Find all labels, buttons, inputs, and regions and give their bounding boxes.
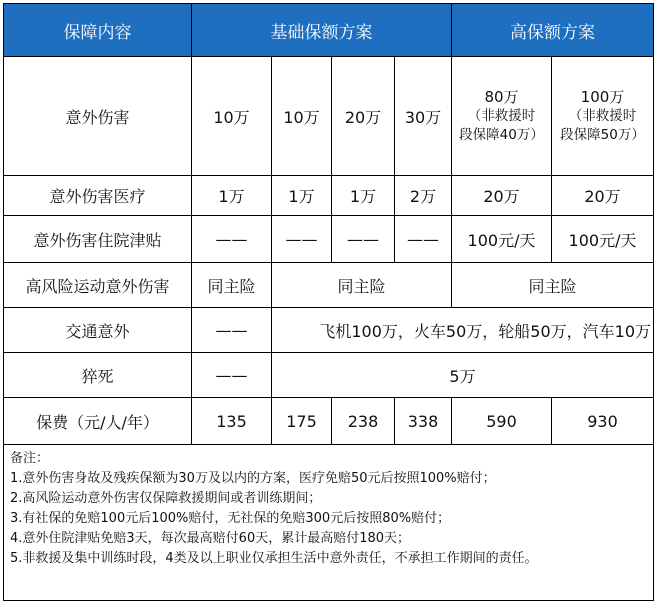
cell-line: 80万 [484, 87, 519, 106]
note-item: 3.有社保的免赔100元后100%赔付，无社保的免赔300元后按照80%赔付； [10, 511, 451, 526]
row-label: 保费（元/人/年） [4, 398, 192, 445]
cell-value: —— [272, 216, 332, 263]
cell-line: 段保障50万） [560, 126, 645, 143]
note-item: 1.意外伤害身故及残疾保额为30万及以内的方案，医疗免赔50元后按照100%赔付； [10, 471, 496, 486]
cell-value: 10万 [272, 57, 332, 176]
row-label: 意外伤害 [4, 57, 192, 176]
row-label: 交通意外 [4, 308, 192, 353]
row-medical [4, 176, 654, 216]
cell-line: 100万 [580, 87, 625, 106]
cell-value: —— [192, 308, 272, 353]
cell-value: 20万 [332, 57, 395, 176]
cell-value: 20万 [552, 176, 654, 216]
header-basic-plan: 基础保额方案 [192, 4, 452, 57]
cell-value-high2 [552, 57, 654, 176]
note-item: 2.高风险运动意外伤害仅保障救援期间或者训练期间； [10, 491, 322, 506]
cell-value: 飞机100万，火车50万，轮船50万，汽车10万 [272, 308, 654, 353]
cell-value: —— [192, 216, 272, 263]
notes-row [4, 445, 654, 601]
notes-cell [4, 445, 654, 601]
cell-value: —— [332, 216, 395, 263]
cell-value: 30万 [395, 57, 452, 176]
cell-value: 1万 [332, 176, 395, 216]
cell-value: 同主险 [192, 263, 272, 308]
row-label: 意外伤害住院津贴 [4, 216, 192, 263]
cell-value-high1 [452, 57, 552, 176]
header-high-plan: 高保额方案 [452, 4, 654, 57]
cell-value: 338 [395, 398, 452, 445]
row-accident [4, 57, 654, 176]
note-item: 5.非救援及集中训练时段，4类及以上职业仅承担生活中意外责任，不承担工作期间的责任。 [10, 551, 538, 566]
row-sudden-death [4, 353, 654, 398]
cell-value: 同主险 [272, 263, 452, 308]
header-content: 保障内容 [4, 4, 192, 57]
row-label: 高风险运动意外伤害 [4, 263, 192, 308]
cell-value: 100元/天 [452, 216, 552, 263]
cell-value: 1万 [192, 176, 272, 216]
cell-value: 20万 [452, 176, 552, 216]
row-sports [4, 263, 654, 308]
cell-value: —— [395, 216, 452, 263]
cell-value: 175 [272, 398, 332, 445]
cell-value: 1万 [272, 176, 332, 216]
cell-line: 段保障40万） [459, 126, 544, 143]
header-row [4, 4, 654, 57]
row-label: 意外伤害医疗 [4, 176, 192, 216]
insurance-plan-table [3, 3, 654, 601]
row-premium [4, 398, 654, 445]
note-item: 4.意外住院津贴免赔3天，每次最高赔付60天，累计最高赔付180天； [10, 531, 411, 546]
cell-value: 238 [332, 398, 395, 445]
cell-value: 10万 [192, 57, 272, 176]
cell-value: 2万 [395, 176, 452, 216]
cell-value: 930 [552, 398, 654, 445]
cell-line: （非救援时 [568, 107, 637, 124]
row-hospital [4, 216, 654, 263]
cell-value: 同主险 [452, 263, 654, 308]
cell-value: 100元/天 [552, 216, 654, 263]
row-traffic [4, 308, 654, 353]
notes-title: 备注： [10, 451, 50, 466]
insurance-plan-table-container [3, 3, 653, 601]
cell-line: （非救援时 [467, 107, 536, 124]
cell-value: 135 [192, 398, 272, 445]
cell-value: —— [192, 353, 272, 398]
cell-value: 5万 [272, 353, 654, 398]
cell-value: 590 [452, 398, 552, 445]
row-label: 猝死 [4, 353, 192, 398]
